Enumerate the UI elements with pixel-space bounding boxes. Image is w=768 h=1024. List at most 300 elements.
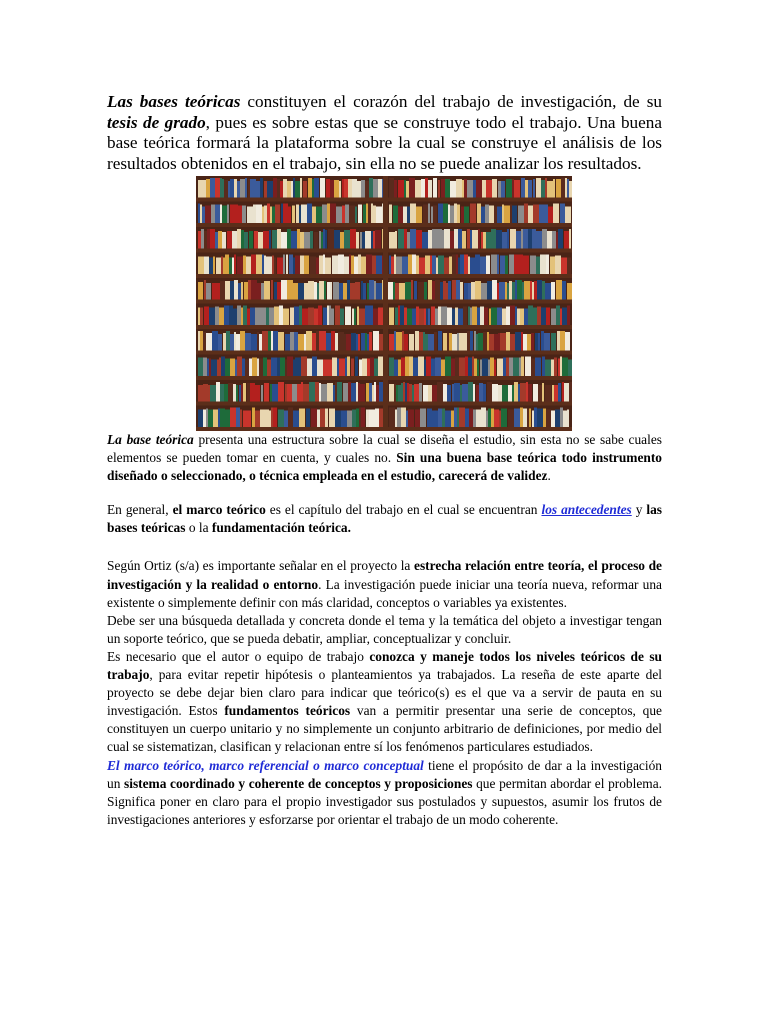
- book-spine: [243, 383, 246, 402]
- p6-text-1: tiene el propósito de dar a la investigación un: [107, 757, 662, 791]
- book-spine: [323, 229, 325, 249]
- book-spine: [483, 332, 487, 351]
- book-spine: [482, 180, 486, 198]
- book-spine: [272, 207, 275, 224]
- book-spine: [438, 307, 441, 326]
- book-spine: [264, 181, 267, 198]
- book-spine: [450, 231, 454, 249]
- book-spine: [432, 281, 435, 300]
- book-spine: [447, 333, 449, 351]
- book-spine: [469, 409, 473, 428]
- book-spine: [468, 307, 470, 326]
- book-spine: [219, 358, 221, 377]
- book-spine: [419, 258, 425, 275]
- book-spine: [319, 331, 324, 351]
- book-spine: [524, 204, 528, 224]
- book-spine: [389, 358, 394, 377]
- book-spine: [283, 179, 287, 198]
- book-spine: [476, 180, 482, 198]
- book-spine: [237, 357, 242, 377]
- book-spine: [369, 306, 373, 326]
- book-spine: [346, 334, 351, 351]
- book-spine: [351, 256, 354, 275]
- book-spine: [209, 308, 215, 326]
- book-spine: [414, 281, 417, 300]
- book-spine: [200, 308, 203, 326]
- book-spine: [483, 232, 486, 249]
- book-spine: [441, 360, 445, 377]
- book-spine: [389, 334, 394, 351]
- book-spine: [292, 206, 295, 224]
- book-spine: [344, 334, 346, 351]
- book-spine: [459, 408, 465, 428]
- book-spine: [537, 280, 542, 300]
- book-spine: [244, 232, 248, 249]
- book-spine: [533, 384, 538, 402]
- book-spine: [537, 409, 543, 428]
- book-spine: [459, 358, 465, 377]
- book-spine: [360, 232, 362, 249]
- book-spine: [277, 229, 281, 249]
- book-spine: [325, 258, 331, 275]
- book-spine: [565, 332, 570, 351]
- book-spine: [551, 411, 555, 428]
- book-spine: [476, 410, 481, 428]
- book-spine: [496, 230, 502, 249]
- book-spine: [506, 179, 512, 198]
- book-spine: [319, 281, 324, 300]
- book-spine: [473, 384, 475, 402]
- book-spine: [284, 411, 288, 428]
- book-spine: [279, 306, 283, 326]
- book-spine: [259, 334, 262, 351]
- p5-text-1: Es necesario que el autor o equipo de trabajo: [107, 648, 370, 664]
- book-spine: [481, 408, 486, 428]
- book-spine: [405, 357, 409, 377]
- book-spine: [537, 307, 541, 326]
- book-spine: [389, 256, 391, 275]
- book-spine: [226, 331, 230, 351]
- book-spine: [234, 255, 236, 275]
- book-spine: [498, 385, 502, 402]
- book-spine: [220, 409, 225, 428]
- book-spine: [427, 409, 432, 428]
- book-spine: [560, 204, 565, 224]
- book-spine: [298, 334, 304, 351]
- book-spine: [287, 280, 293, 300]
- book-spine: [544, 205, 548, 224]
- book-spine: [569, 181, 572, 198]
- paragraph-ortiz: [107, 557, 662, 611]
- book-spine: [363, 283, 366, 300]
- book-spine: [260, 308, 266, 326]
- book-spine: [287, 229, 291, 249]
- book-spine: [488, 409, 491, 428]
- book-spine: [533, 205, 539, 224]
- link-los-antecedentes[interactable]: los antecedentes: [541, 502, 632, 518]
- book-spine: [512, 385, 514, 402]
- book-spine: [510, 229, 516, 249]
- book-spine: [519, 358, 521, 377]
- book-spine: [271, 408, 273, 428]
- book-spine: [477, 360, 479, 377]
- book-spine: [286, 255, 288, 275]
- book-spine: [251, 280, 257, 300]
- book-spine: [295, 181, 300, 198]
- book-spine: [245, 333, 251, 351]
- book-spine: [490, 358, 494, 377]
- book-spine: [212, 331, 218, 351]
- book-spine: [247, 309, 250, 326]
- book-spine: [532, 411, 534, 428]
- book-spine: [312, 179, 314, 198]
- book-spine: [371, 231, 373, 249]
- book-spine: [475, 255, 480, 275]
- book-spine: [492, 179, 497, 198]
- book-spine: [520, 383, 526, 402]
- book-spine: [467, 229, 470, 249]
- book-spine: [431, 307, 435, 326]
- book-spine: [354, 257, 358, 275]
- book-spine: [356, 382, 358, 402]
- book-spine: [275, 205, 280, 224]
- book-spine: [251, 334, 257, 351]
- book-spine: [204, 257, 209, 275]
- book-spine: [220, 205, 222, 224]
- book-spine: [476, 385, 479, 402]
- book-spine: [225, 359, 230, 377]
- book-spine: [567, 258, 571, 275]
- book-spine: [203, 410, 206, 428]
- book-spine: [428, 385, 432, 402]
- book-spine: [407, 207, 410, 224]
- book-spine: [397, 408, 401, 428]
- book-spine: [335, 306, 340, 326]
- book-spine: [474, 331, 476, 351]
- book-spine: [217, 360, 219, 377]
- book-spine: [533, 179, 535, 198]
- book-spine: [204, 307, 209, 326]
- book-spine: [460, 255, 464, 275]
- book-spine: [438, 256, 444, 275]
- book-spine: [328, 229, 334, 249]
- book-spine: [398, 360, 401, 377]
- book-spine: [533, 308, 537, 326]
- book-spine: [480, 307, 484, 326]
- book-spine: [336, 207, 342, 224]
- book-spine: [468, 358, 472, 377]
- book-spine: [546, 410, 551, 428]
- book-spine: [361, 257, 366, 275]
- book-spine: [454, 229, 458, 249]
- book-spine: [480, 360, 482, 377]
- book-spine: [255, 411, 260, 428]
- book-spine: [456, 179, 462, 198]
- book-spine: [458, 229, 462, 249]
- book-spine: [491, 409, 494, 428]
- book-spine: [481, 232, 483, 249]
- book-spine: [450, 181, 456, 198]
- book-spine: [359, 408, 361, 428]
- book-spine: [507, 229, 509, 249]
- book-spine: [508, 410, 514, 428]
- book-spine: [487, 382, 492, 402]
- book-spine: [345, 358, 347, 377]
- book-spine: [421, 179, 425, 198]
- book-spine: [403, 382, 405, 402]
- book-spine: [297, 384, 301, 402]
- book-spine: [220, 178, 222, 198]
- book-spine: [369, 410, 375, 428]
- book-spine: [345, 205, 349, 224]
- book-spine: [420, 409, 426, 428]
- book-spine: [412, 385, 414, 402]
- book-spine: [330, 282, 332, 300]
- book-spine: [551, 360, 554, 377]
- book-spine: [443, 281, 446, 300]
- book-spine: [404, 180, 406, 198]
- book-spine: [468, 283, 471, 300]
- book-spine: [393, 282, 395, 300]
- book-spine: [240, 410, 242, 428]
- book-spine: [452, 384, 454, 402]
- book-spine: [207, 359, 209, 377]
- book-spine: [458, 309, 463, 326]
- book-spine: [514, 180, 520, 198]
- book-spine: [249, 231, 253, 249]
- book-spine: [424, 360, 426, 377]
- book-spine: [222, 179, 224, 198]
- paragraph-marco-teorico: [107, 501, 662, 537]
- book-spine: [565, 178, 567, 198]
- book-spine: [369, 332, 372, 351]
- book-spine: [531, 333, 534, 351]
- book-spine: [552, 231, 556, 249]
- p1-text-1: presenta una estructura sobre la cual se diseña el estudio, sin esta no se sabe cuales elementos se pueden tomar en cuenta, y cuales no.: [107, 432, 662, 466]
- book-spine: [297, 229, 300, 249]
- book-spine: [528, 180, 532, 198]
- book-spine: [498, 333, 500, 351]
- book-spine: [351, 333, 356, 351]
- book-spine: [474, 359, 477, 377]
- book-spine: [314, 309, 318, 326]
- book-spine: [449, 257, 452, 275]
- book-spine: [230, 281, 234, 300]
- book-spine: [281, 232, 287, 249]
- book-spine: [518, 384, 520, 402]
- book-spine: [432, 229, 437, 249]
- book-spine: [316, 207, 322, 224]
- book-spine: [428, 309, 430, 326]
- book-spine: [272, 384, 278, 402]
- book-spine: [492, 280, 497, 300]
- book-spine: [524, 281, 530, 300]
- book-spine: [312, 357, 317, 377]
- book-spine: [198, 204, 200, 224]
- book-spine: [448, 281, 451, 300]
- book-spine: [411, 280, 413, 300]
- book-spine: [248, 179, 250, 198]
- book-spine: [503, 358, 506, 377]
- book-spine: [357, 181, 361, 198]
- book-spine: [542, 383, 544, 402]
- book-spine: [240, 179, 245, 198]
- book-spine: [561, 178, 565, 198]
- book-spine: [378, 357, 383, 377]
- book-spine: [322, 205, 327, 224]
- book-spine: [528, 229, 532, 249]
- book-spine: [444, 258, 449, 275]
- bookshelf-illustration: [196, 176, 572, 431]
- book-spine: [435, 280, 440, 300]
- book-spine: [249, 359, 252, 377]
- book-spine: [221, 257, 223, 275]
- book-spine: [464, 333, 467, 351]
- book-spine: [409, 384, 412, 402]
- book-spine: [396, 385, 398, 402]
- book-spine: [208, 410, 213, 428]
- book-spine: [457, 408, 459, 428]
- book-spine: [389, 384, 394, 402]
- book-spine: [252, 358, 257, 377]
- book-spine: [230, 359, 235, 377]
- book-spine: [414, 384, 419, 402]
- book-spine: [515, 307, 517, 326]
- book-spine: [501, 409, 507, 428]
- book-spine: [319, 231, 321, 249]
- book-spine: [300, 178, 302, 198]
- book-spine: [272, 230, 277, 249]
- book-spine: [423, 205, 428, 224]
- book-spine: [224, 384, 228, 402]
- book-spine: [402, 257, 408, 275]
- book-spine: [262, 207, 264, 224]
- book-spine: [416, 207, 422, 224]
- book-spine: [532, 229, 536, 249]
- book-spine: [556, 306, 560, 326]
- p2-term-bases: las bases teóricas: [107, 502, 663, 536]
- book-spine: [291, 181, 293, 198]
- book-spine: [538, 333, 540, 351]
- book-spine: [393, 206, 398, 224]
- book-spine: [546, 255, 549, 275]
- book-spine: [445, 179, 450, 198]
- book-spine: [356, 409, 359, 428]
- book-spine: [535, 358, 541, 377]
- book-spine: [252, 408, 255, 428]
- book-spine: [351, 383, 356, 402]
- book-spine: [349, 255, 351, 275]
- book-spine: [486, 232, 491, 249]
- book-spine: [330, 204, 336, 224]
- book-spine: [303, 384, 309, 402]
- book-spine: [213, 410, 218, 428]
- paragraph-base-teorica: [107, 431, 662, 485]
- book-spine: [335, 411, 341, 428]
- book-spine: [198, 282, 203, 300]
- book-spine: [467, 180, 473, 198]
- book-spine: [378, 308, 383, 326]
- book-spine: [428, 280, 432, 300]
- book-spine: [269, 411, 271, 428]
- book-spine: [450, 206, 454, 224]
- p2-term-fundamentacion: fundamentación teórica.: [211, 520, 351, 536]
- book-spine: [509, 255, 514, 275]
- book-spine: [264, 281, 270, 300]
- book-spine: [422, 232, 428, 249]
- book-spine: [370, 358, 374, 377]
- book-spine: [267, 360, 271, 377]
- book-spine: [366, 204, 368, 224]
- book-spine: [198, 358, 203, 377]
- book-spine: [308, 308, 314, 326]
- book-spine: [473, 180, 476, 198]
- book-spine: [361, 281, 363, 300]
- book-spine: [478, 333, 483, 351]
- book-spine: [464, 207, 469, 224]
- book-spine: [324, 281, 326, 300]
- book-spine: [218, 409, 220, 428]
- book-spine: [539, 205, 544, 224]
- book-spine: [328, 360, 332, 377]
- book-spine: [312, 207, 316, 224]
- book-spine: [250, 179, 256, 198]
- book-spine: [424, 309, 426, 326]
- book-spine: [546, 308, 550, 326]
- book-spine: [523, 409, 527, 428]
- book-spine: [320, 178, 325, 198]
- book-spine: [314, 178, 319, 198]
- book-spine: [402, 331, 404, 351]
- book-spine: [234, 332, 236, 351]
- book-spine: [487, 281, 492, 300]
- book-spine: [327, 383, 333, 402]
- book-spine: [233, 205, 238, 224]
- book-spine: [534, 281, 537, 300]
- book-spine: [278, 332, 284, 351]
- book-spine: [358, 334, 360, 351]
- book-spine: [472, 307, 477, 326]
- book-spine: [198, 331, 200, 351]
- book-spine: [500, 333, 506, 351]
- book-spine: [321, 384, 327, 402]
- book-spine: [277, 282, 281, 300]
- book-spine: [365, 181, 369, 198]
- book-spine: [428, 204, 430, 224]
- book-spine: [500, 256, 505, 275]
- book-spine: [374, 382, 376, 402]
- book-spine: [564, 231, 569, 249]
- book-spine: [520, 309, 524, 326]
- book-spine: [376, 207, 382, 224]
- book-spine: [347, 411, 352, 428]
- book-spine: [203, 332, 206, 351]
- book-spine: [219, 308, 224, 326]
- book-spine: [220, 384, 224, 402]
- book-spine: [507, 283, 509, 300]
- book-spine: [438, 331, 442, 351]
- book-spine: [260, 178, 263, 198]
- book-spine: [379, 409, 383, 428]
- book-spine: [560, 357, 562, 377]
- book-spine: [360, 384, 365, 402]
- book-spine: [298, 283, 304, 300]
- book-spine: [221, 357, 225, 377]
- book-spine: [243, 256, 246, 275]
- book-spine: [203, 358, 207, 377]
- intro-text-1: constituyen el corazón del trabajo de investigación, de su: [240, 92, 662, 111]
- book-spine: [277, 358, 280, 377]
